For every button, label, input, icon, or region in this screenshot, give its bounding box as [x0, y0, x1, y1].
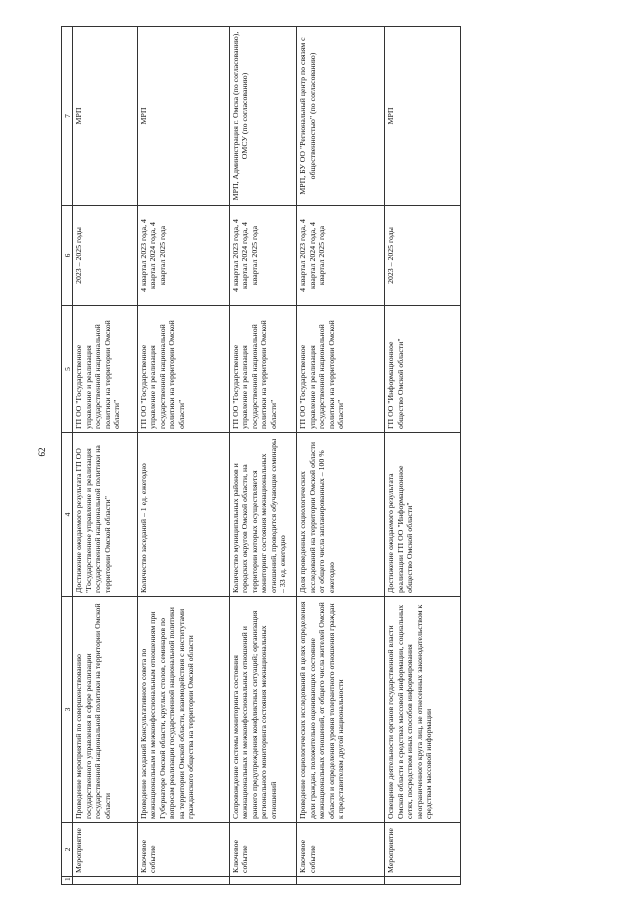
row-term-cell: 2023 – 2025 годы	[385, 206, 461, 306]
header-col-5: 5	[62, 306, 73, 433]
row-indicator-cell: Достижение ожидаемого результата реализации ГП ОО "Информационное общество Омской области"	[385, 433, 461, 597]
row-number-cell	[297, 877, 385, 885]
row-program-cell: ГП ОО "Государственное управление и реализация государственной национальной политики на территории Омской области"	[229, 306, 296, 433]
header-col-7: 7	[62, 27, 73, 206]
row-indicator-cell: Достижение ожидаемого результата ГП ОО "Государственное управление и реализация государственной национальной политики на территории Омской области"	[73, 433, 137, 597]
header-col-3: 3	[62, 597, 73, 823]
row-executor-cell: МРП, БУ ОО "Региональный центр по связям с общественностью" (по согласованию)	[297, 27, 385, 206]
row-term-cell: 4 квартал 2023 года, 4 квартал 2024 года, 4 квартал 2025 года	[229, 206, 296, 306]
row-name-cell: Проведение заседаний Консультативного совета по межнациональным и межконфессиональным отношениям при Губернаторе Омской области, круглых столов, семинаров по вопросам реализации государственной национальной политики на территории Омской области, взаимодействия с институтами гражданского общества на территории Омской области	[137, 597, 229, 823]
header-col-2: 2	[62, 823, 73, 877]
row-executor-cell: МРП	[385, 27, 461, 206]
table-row	[137, 27, 229, 885]
row-program-cell: ГП ОО "Государственное управление и реализация государственной национальной политики на территории Омской области"	[73, 306, 137, 433]
row-term-cell: 4 квартал 2023 года, 4 квартал 2024 года, 4 квартал 2025 года	[297, 206, 385, 306]
row-number-cell	[137, 877, 229, 885]
plan-table	[61, 26, 461, 885]
row-executor-cell: МРП	[137, 27, 229, 206]
header-col-6: 6	[62, 206, 73, 306]
row-type-cell: Ключевое событие	[137, 823, 229, 877]
row-indicator-cell: Количество муниципальных районов и городских округов Омской области, на территории которых осуществляется мониторинг состояния межнациональных отношений, проводится обучающие семинары – 33 ед. ежегодно	[229, 433, 296, 597]
row-executor-cell: МРП	[73, 27, 137, 206]
table-row	[297, 27, 385, 885]
plan-table-container	[61, 27, 461, 885]
table-row	[73, 27, 137, 885]
table-row	[385, 27, 461, 885]
header-row	[62, 27, 73, 885]
page-number: 62	[37, 447, 47, 457]
row-name-cell: Сопровождение системы мониторинга состояния межнациональных и межконфессиональных отношений и раннего предупреждения конфликтных ситуаций; организация регионального мониторинга состояния межнациональных отношений	[229, 597, 296, 823]
row-executor-cell: МРП, Администрация г. Омска (по согласованию), ОМСУ (по согласованию)	[229, 27, 296, 206]
header-col-4: 4	[62, 433, 73, 597]
row-name-cell: Освещение деятельности органов государственной власти Омской области в средствах массовой информации, социальных сетях, посредством иных способов информирования неограниченного круга лиц, не отнесенных законодательством к средствам массовой информации	[385, 597, 461, 823]
row-program-cell: ГП ОО "Информационное общество Омской области"	[385, 306, 461, 433]
row-indicator-cell: Количество заседаний – 1 ед. ежегодно	[137, 433, 229, 597]
row-type-cell: Ключевое событие	[297, 823, 385, 877]
table-row	[229, 27, 296, 885]
row-type-cell: Мероприятие	[73, 823, 137, 877]
row-term-cell: 4 квартал 2023 года, 4 квартал 2024 года, 4 квартал 2025 года	[137, 206, 229, 306]
rotated-page	[61, 27, 461, 885]
row-term-cell: 2023 – 2025 годы	[73, 206, 137, 306]
row-number-cell	[73, 877, 137, 885]
row-indicator-cell: Доля проведенных социологических исследований на территории Омской области от общего числа запланированных – 100 % ежегодно	[297, 433, 385, 597]
row-name-cell: Проведение мероприятий по совершенствованию государственного управления в сфере реализации государственной национальной политики на территории Омской области	[73, 597, 137, 823]
row-number-cell	[229, 877, 296, 885]
row-program-cell: ГП ОО "Государственное управление и реализация государственной национальной политики на территории Омской области"	[137, 306, 229, 433]
row-number-cell	[385, 877, 461, 885]
header-col-1: 1	[62, 877, 73, 885]
row-program-cell: ГП ОО "Государственное управление и реализация государственной национальной политики на территории Омской области"	[297, 306, 385, 433]
row-type-cell: Мероприятие	[385, 823, 461, 877]
row-name-cell: Проведение социологических исследований в целях определения доли граждан, положительно оценивающих состояние межнациональных отношений, от общего числа жителей Омской области и определения уровня толерантного отношения граждан к представителям другой национальности	[297, 597, 385, 823]
row-type-cell: Ключевое событие	[229, 823, 296, 877]
